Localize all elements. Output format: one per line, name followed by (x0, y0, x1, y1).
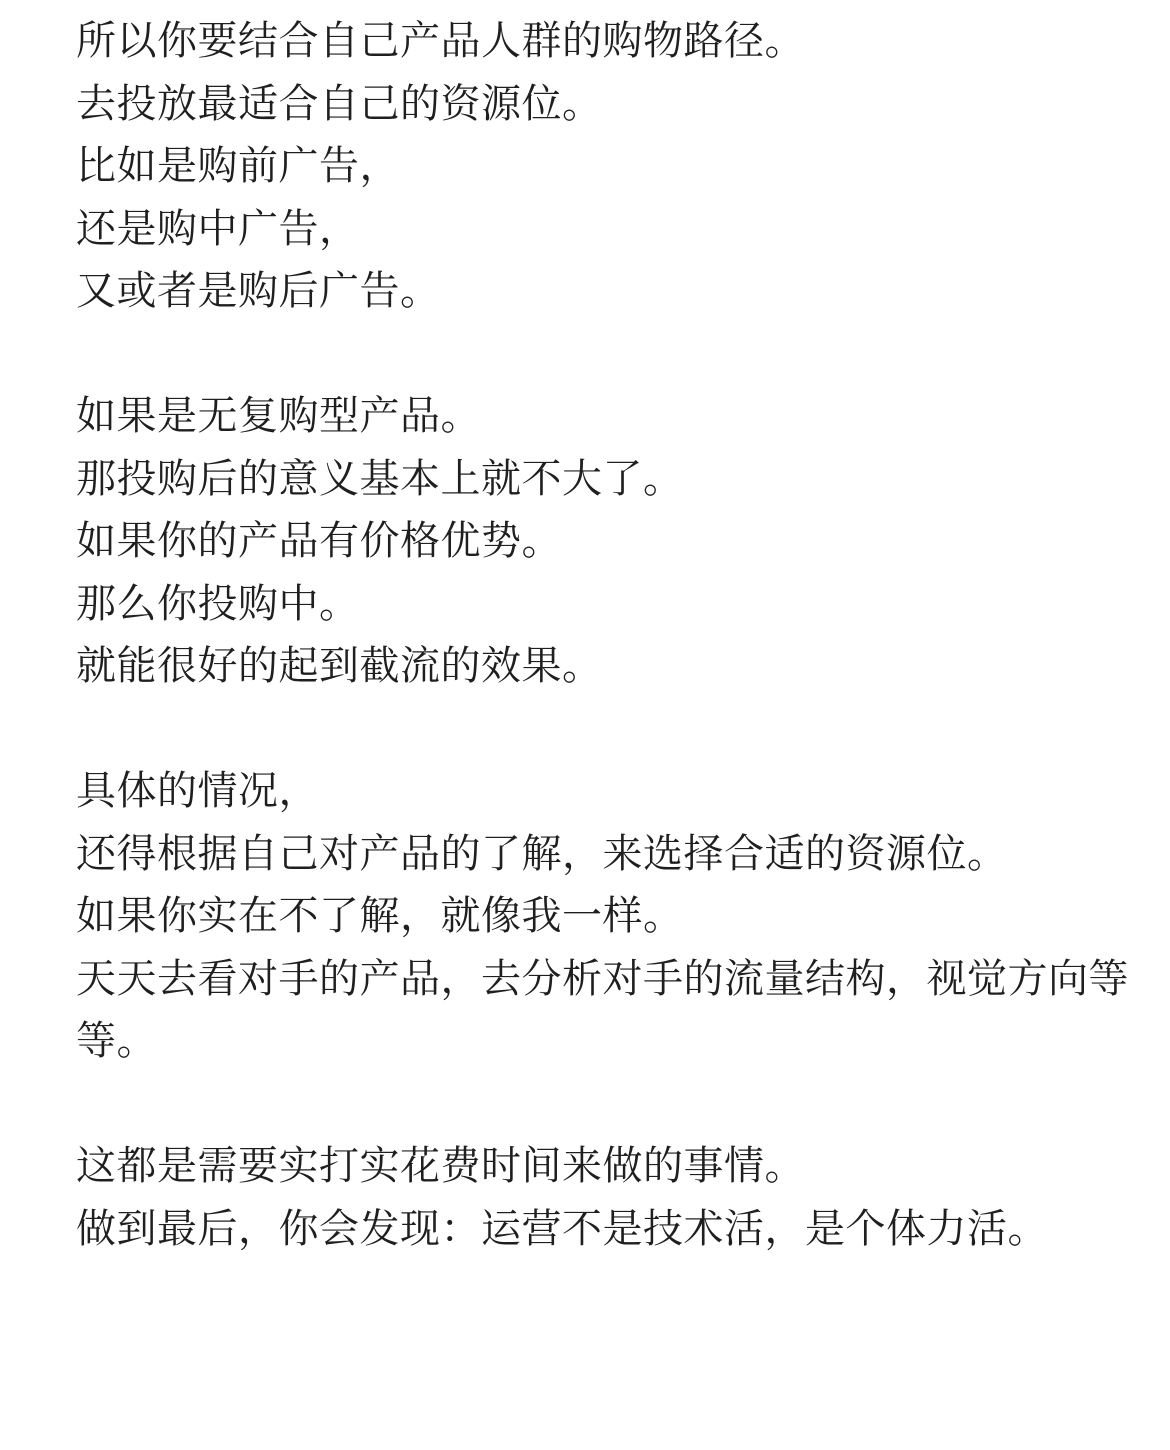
text-line: 如果你实在不了解，就像我一样。 (76, 893, 684, 939)
text-line: 那么你投购中。 (76, 580, 360, 627)
text-line: 如果你的产品有价格优势。 (76, 518, 562, 564)
text-line: 做到最后，你会发现：运营不是技术活，是个体力活。 (76, 1205, 1048, 1252)
paragraph-3 (76, 760, 1136, 1073)
text-line: 这都是需要实打实花费时间来做的事情。 (76, 1143, 805, 1189)
text-line: 比如是购前广告， (76, 143, 400, 189)
text-line: 天天去看对手的产品，去分析对手的流量结构，视觉方向等等。 (76, 955, 1129, 1064)
text-line: 所以你要结合自己产品人群的购物路径。 (76, 18, 805, 64)
paragraph-4 (76, 1135, 1136, 1260)
text-line: 又或者是购后广告。 (76, 268, 441, 314)
text-line: 还是购中广告， (76, 205, 360, 252)
text-line: 那投购后的意义基本上就不大了。 (76, 455, 684, 502)
paragraph-2 (76, 385, 1136, 698)
text-line: 去投放最适合自己的资源位。 (76, 80, 603, 127)
paragraph-1 (76, 10, 1136, 323)
article-body (76, 10, 1136, 1323)
text-line: 还得根据自己对产品的了解，来选择合适的资源位。 (76, 830, 1008, 877)
text-line: 具体的情况， (76, 768, 319, 814)
text-line: 就能很好的起到截流的效果。 (76, 643, 603, 689)
text-line: 如果是无复购型产品。 (76, 393, 481, 439)
